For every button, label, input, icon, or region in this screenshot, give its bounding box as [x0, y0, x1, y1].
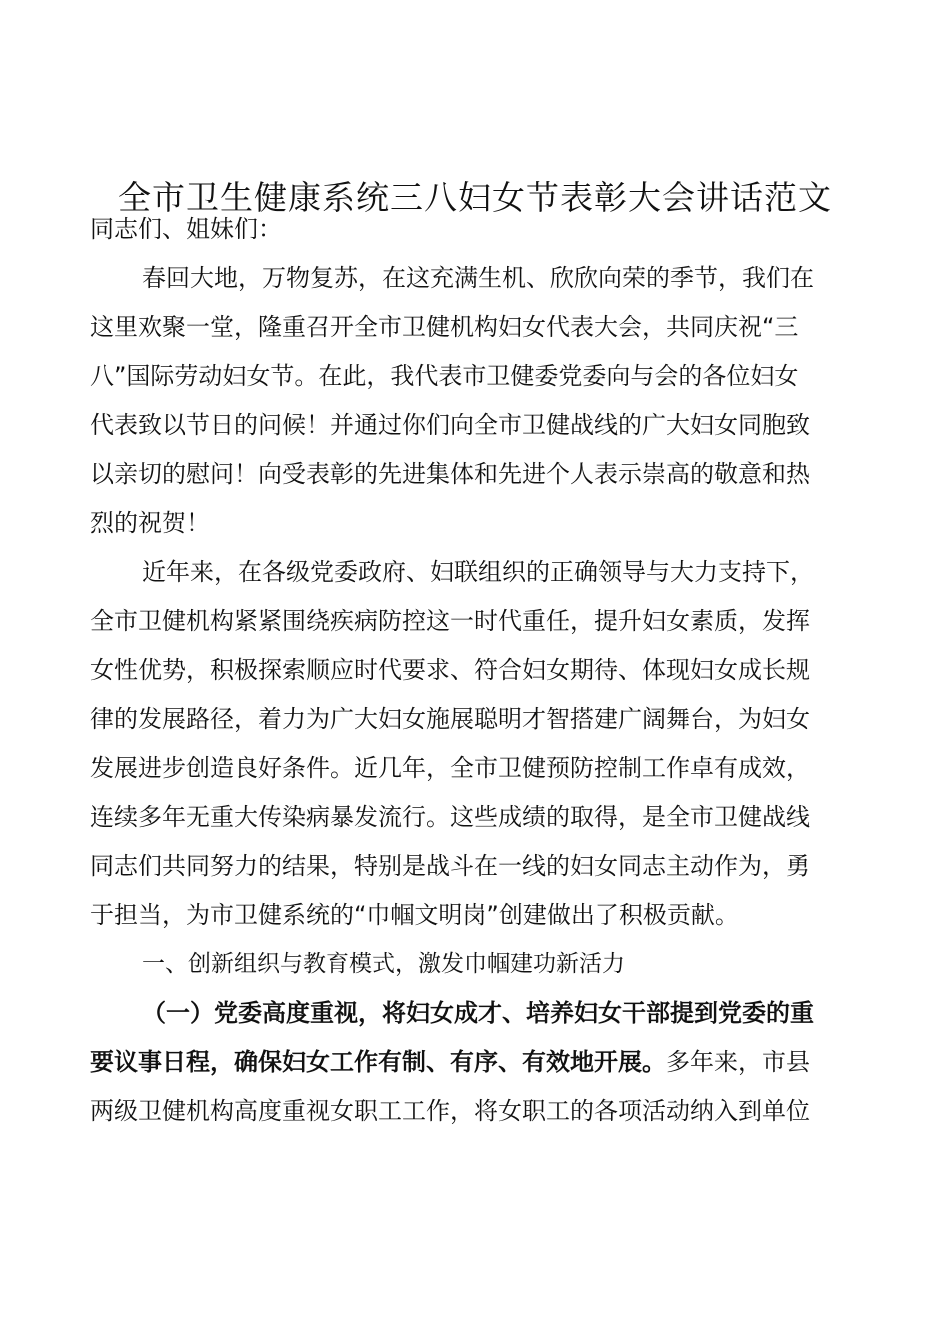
paragraph-3 [90, 989, 860, 1136]
paragraph-line: 律的发展路径，着力为广大妇女施展聪明才智搭建广阔舞台，为妇女 [90, 705, 810, 733]
paragraph-line: 代表致以节日的问候！并通过你们向全市卫健战线的广大妇女同胞致 [90, 411, 810, 439]
paragraph-line: 两级卫健机构高度重视女职工工作，将女职工的各项活动纳入到单位 [90, 1097, 810, 1125]
salutation: 同志们、姐妹们： [90, 215, 282, 243]
body-text: 多年来，市县 [666, 1048, 810, 1076]
paragraph-line: 连续多年无重大传染病暴发流行。这些成绩的取得，是全市卫健战线 [90, 803, 810, 831]
paragraph-line: 女性优势，积极探索顺应时代要求、符合妇女期待、体现妇女成长规 [90, 656, 810, 684]
paragraph-1 [90, 254, 860, 548]
paragraph-line: 八”国际劳动妇女节。在此，我代表市卫健委党委向与会的各位妇女 [90, 362, 799, 390]
document-title: 全市卫生健康系统三八妇女节表彰大会讲话范文 [118, 178, 832, 217]
paragraph-line: 近年来，在各级党委政府、妇联组织的正确领导与大力支持下， [142, 558, 814, 586]
paragraph-line: 于担当，为市卫健系统的“巾帼文明岗”创建做出了积极贡献。 [90, 901, 739, 929]
subheading-line: （一）党委高度重视，将妇女成才、培养妇女干部提到党委的重 [142, 999, 814, 1027]
subheading-text: 要议事日程，确保妇女工作有制、有序、有效地开展。 [90, 1048, 666, 1076]
paragraph-line: 发展进步创造良好条件。近几年，全市卫健预防控制工作卓有成效， [90, 754, 810, 782]
paragraph-line: 这里欢聚一堂，隆重召开全市卫健机构妇女代表大会，共同庆祝“三 [90, 313, 799, 341]
paragraph-2 [90, 548, 860, 940]
paragraph-line [90, 1038, 860, 1087]
paragraph-line: 烈的祝贺！ [90, 509, 210, 537]
paragraph-line: 同志们共同努力的结果，特别是战斗在一线的妇女同志主动作为，勇 [90, 852, 810, 880]
document-body [90, 205, 860, 1136]
paragraph-line: 以亲切的慰问！向受表彰的先进集体和先进个人表示崇高的敬意和热 [90, 460, 810, 488]
paragraph-line: 全市卫健机构紧紧围绕疾病防控这一时代重任，提升妇女素质，发挥 [90, 607, 810, 635]
paragraph-line: 春回大地，万物复苏，在这充满生机、欣欣向荣的季节，我们在 [142, 264, 814, 292]
section-heading: 一、创新组织与教育模式，激发巾帼建功新活力 [142, 951, 625, 977]
